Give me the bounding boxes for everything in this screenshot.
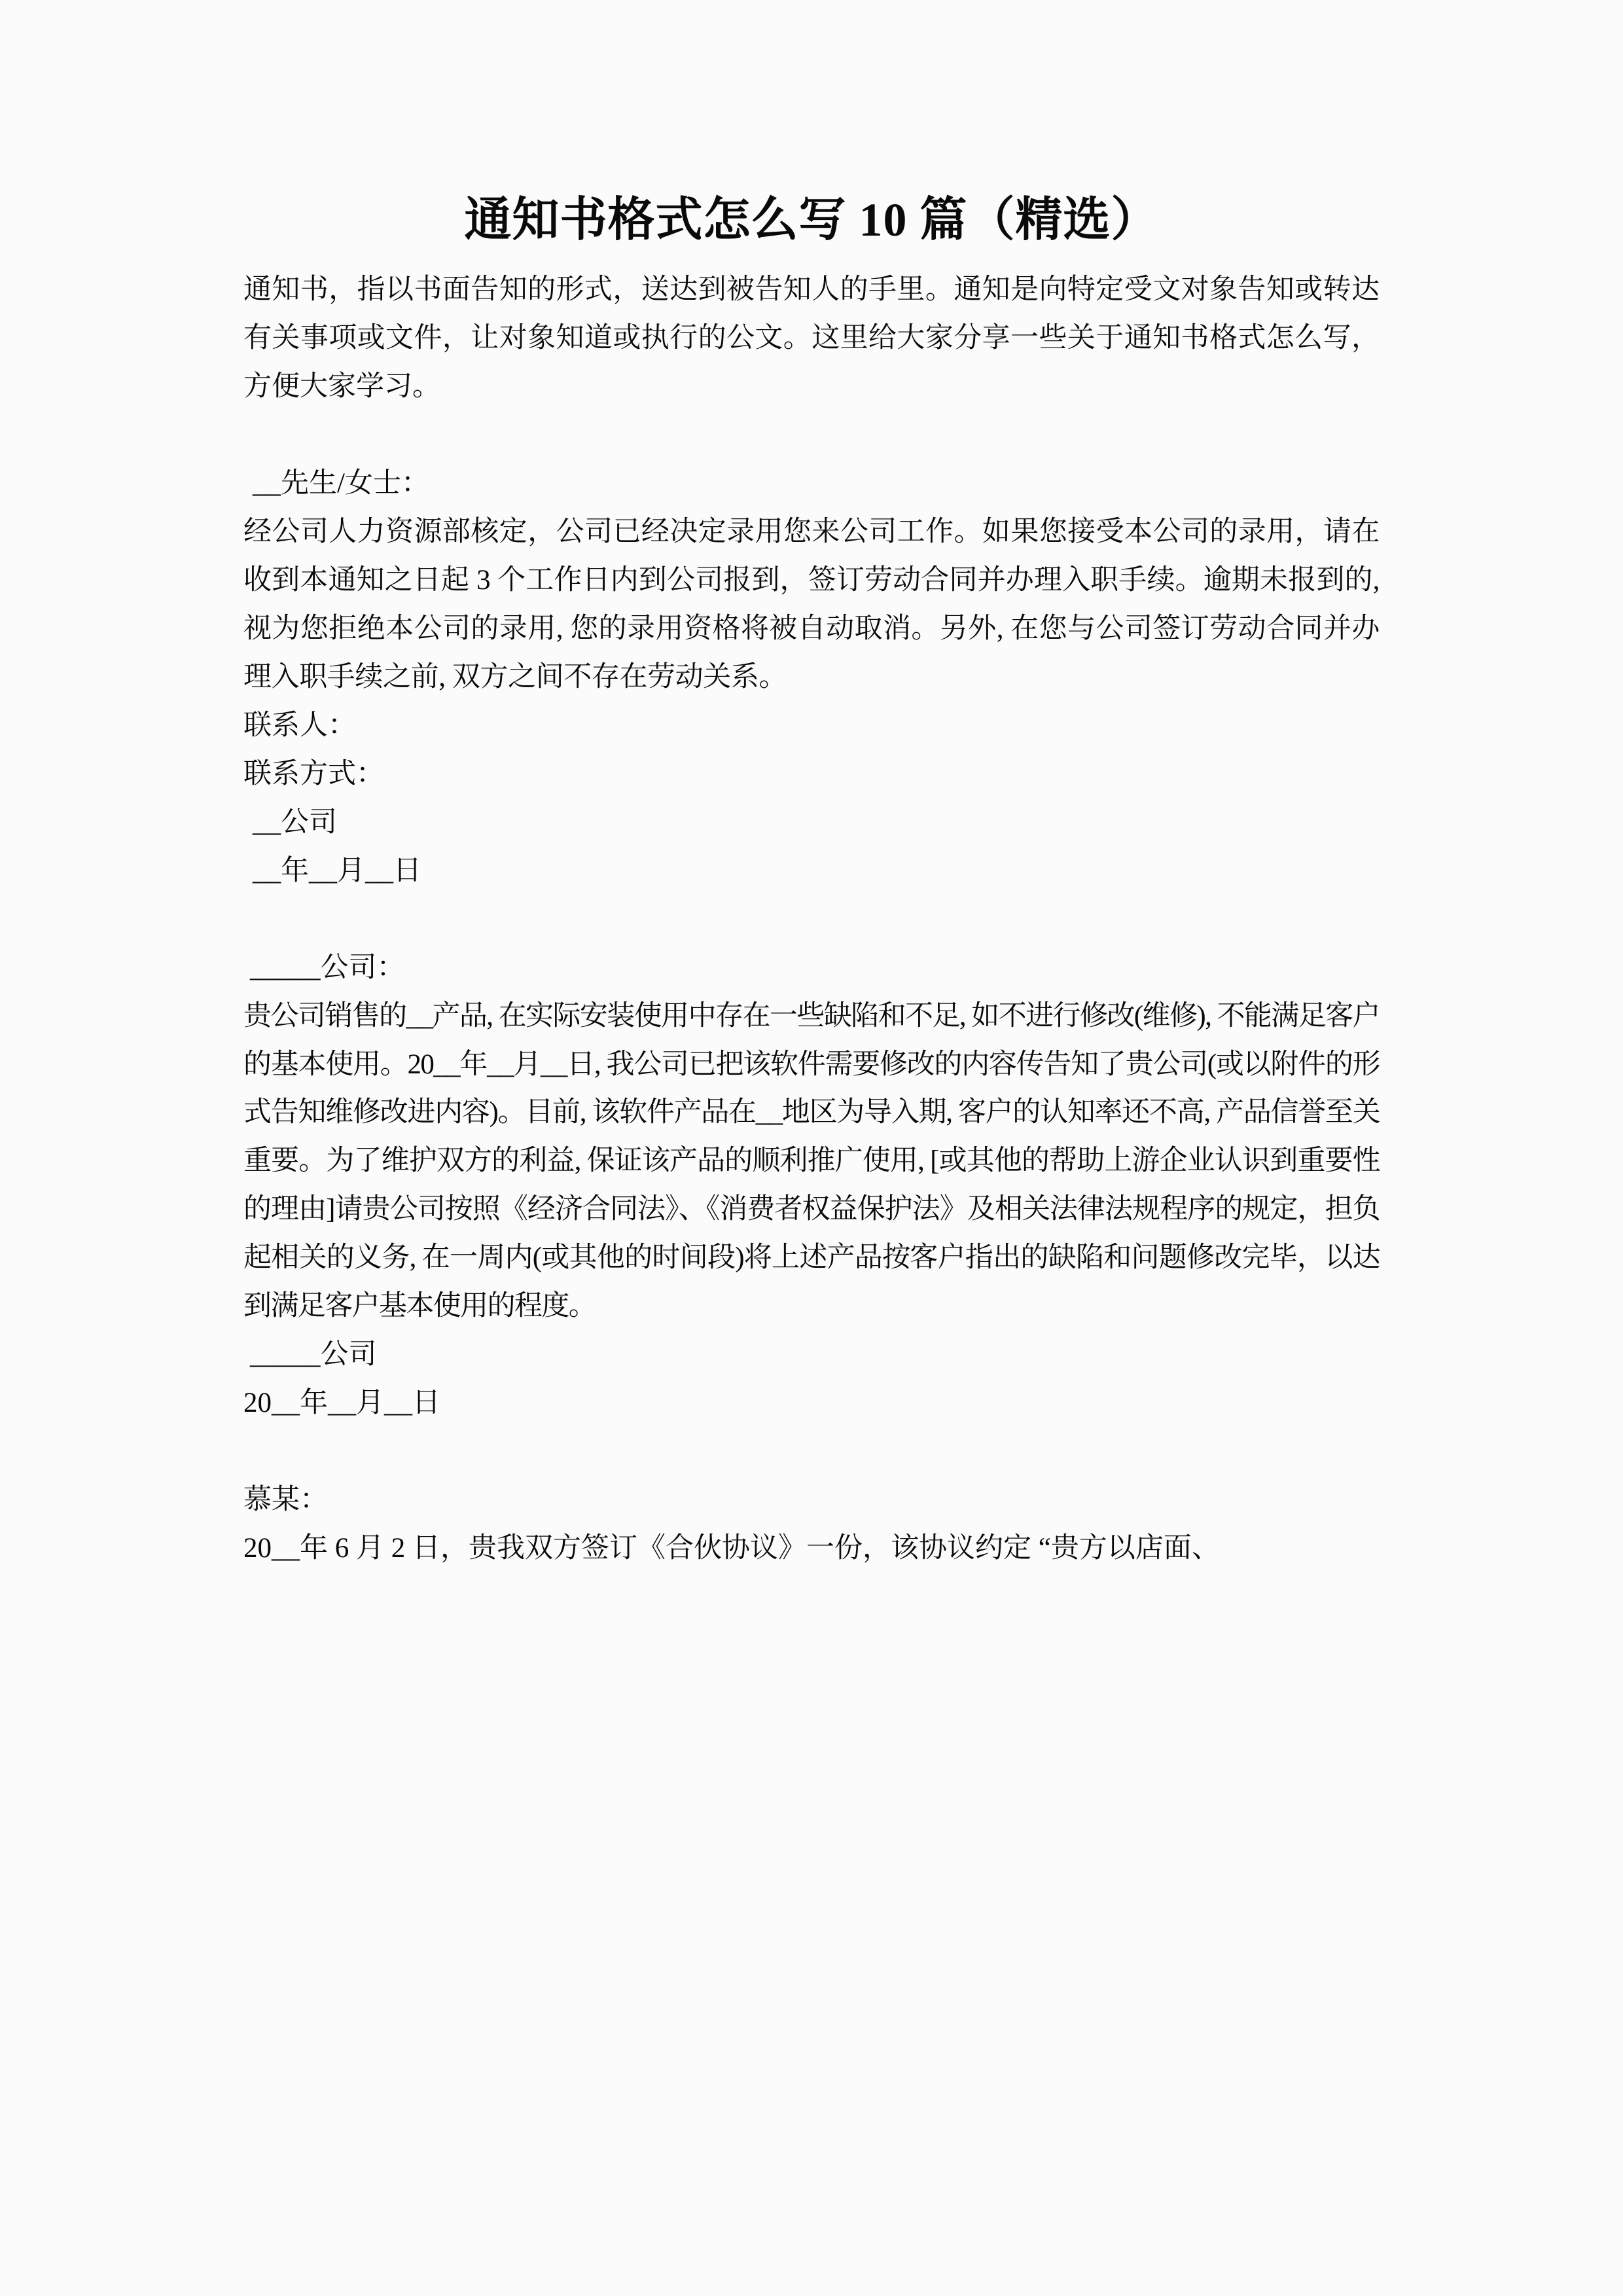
intro-paragraph: 通知书，指以书面告知的形式，送达到被告知人的手里。通知是向特定受文对象告知或转达有关事项或文件，让对象知道或执行的公文。这里给大家分享一些关于通知书格式怎么写，方便大家学习。 bbox=[243, 274, 1380, 403]
spacer-after-section-2 bbox=[243, 1427, 1380, 1476]
section-3-body: 20__年 6 月 2 日，贵我双方签订《合伙协议》一份，该协议约定 “贵方以店面、 bbox=[243, 1533, 1220, 1564]
section-1-body: 经公司人力资源部核定，公司已经决定录用您来公司工作。如果您接受本公司的录用，请在收到本通知之日起 3 个工作日内到公司报到，签订劳动合同并办理入职手续。逾期未报到的, 视为您拒绝本公司的录用, 您的录用资格将被自动取消。另外, 在您与公司签订劳动合同并办理入职手续之前, 双方之间不存在劳动关系。 bbox=[243, 516, 1380, 692]
page-title: 通知书格式怎么写 10 篇（精选） bbox=[464, 194, 1159, 246]
spacer-after-intro bbox=[243, 411, 1380, 459]
section-1-contact-person-label: 联系人： bbox=[243, 709, 356, 741]
section-2-signature-date: 20__年__月__日 bbox=[243, 1388, 440, 1419]
section-1-salutation: __先生/女士： bbox=[253, 468, 429, 499]
spacer-after-section-1 bbox=[243, 895, 1380, 944]
section-1-signature-date: __年__月__日 bbox=[253, 855, 421, 886]
section-2-signature-company: _____公司 bbox=[250, 1339, 377, 1371]
section-1-contact-method-label: 联系方式： bbox=[243, 758, 384, 789]
section-2-salutation: _____公司： bbox=[250, 952, 405, 983]
section-rectification-notice bbox=[243, 944, 1380, 1428]
section-partnership-notice bbox=[243, 1476, 1380, 1573]
document-content bbox=[243, 190, 1380, 1573]
section-3-salutation: 慕某： bbox=[243, 1484, 328, 1516]
section-1-signature-company: __公司 bbox=[253, 806, 337, 838]
section-2-body: 贵公司销售的__产品, 在实际安装使用中存在一些缺陷和不足, 如不进行修改(维修), 不能满足客户的基本使用。20__年__月__日, 我公司已把该软件需要修改的内容传告知了贵公司(或以附件的形式告知维修改进内容)。目前, 该软件产品在__地区为导入期, 客户的认知率还不高, 产品信誉至关重要。为了维护双方的利益, 保证该产品的顺利推广使用, [或其他的帮助上游企业认识到重要性的理由]请贵公司按照《经济合同法》、《消费者权益保护法》及相关法律法规程序的规定，担负起相关的义务, 在一周内(或其他的时间段)将上述产品按客户指出的缺陷和问题修改完毕，以达到满足客户基本使用的程度。 bbox=[243, 1000, 1380, 1322]
section-offer-letter bbox=[243, 459, 1380, 895]
